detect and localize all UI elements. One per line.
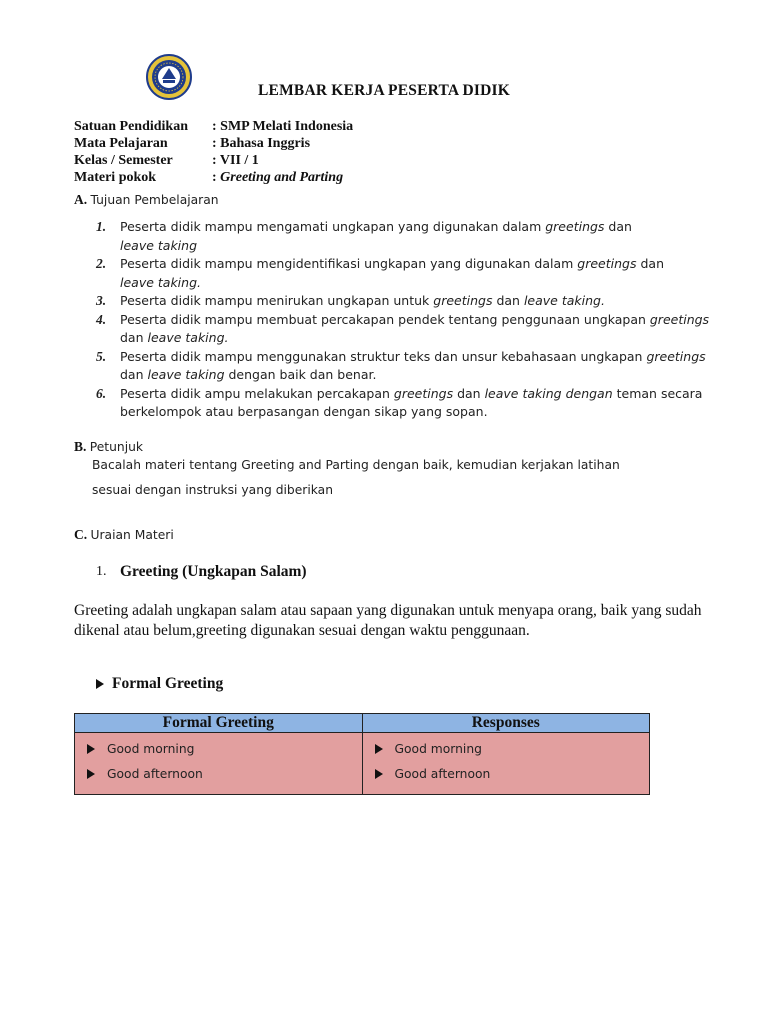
- text: dengan baik dan benar.: [224, 367, 377, 382]
- meta-row-school: [74, 118, 353, 135]
- section-c-heading: [74, 527, 174, 543]
- list-item: [96, 348, 716, 385]
- instruction-line: sesuai dengan instruksi yang diberikan: [92, 483, 334, 497]
- list-number: 4.: [96, 311, 107, 327]
- text: dan: [604, 219, 632, 234]
- arrow-bullet-icon: [87, 744, 95, 754]
- item-text: Good afternoon: [107, 767, 203, 781]
- text: Peserta didik mampu menggunakan struktur teks dan unsur kebahasaan ungkapan: [120, 348, 647, 364]
- text: dan: [636, 256, 664, 271]
- text: Peserta didik mampu menirukan ungkapan untuk: [120, 293, 434, 308]
- text: Peserta didik mampu mengamati ungkapan yang digunakan dalam: [120, 219, 546, 234]
- list-number: 2.: [96, 256, 107, 271]
- bullet-heading: [96, 675, 223, 693]
- meta-label: Materi pokok: [74, 170, 157, 185]
- objectives-list: [96, 218, 716, 422]
- list-item: [375, 737, 650, 762]
- item-text: Good morning: [394, 742, 482, 756]
- table-header: Formal Greeting: [75, 714, 363, 733]
- meta-label: Mata Pelajaran: [74, 136, 168, 151]
- section-title: Petunjuk: [89, 440, 144, 454]
- meta-row-class: [74, 152, 353, 169]
- arrow-bullet-icon: [87, 769, 95, 779]
- list-item: [96, 311, 716, 348]
- instruction-line: Bacalah materi tentang Greeting and Parting dengan baik, kemudian kerjakan latihan: [92, 458, 620, 472]
- text: Peserta didik ampu melakukan percakapan: [120, 385, 394, 401]
- document-meta: [74, 118, 353, 186]
- meta-value: : SMP Melati Indonesia: [212, 119, 354, 134]
- list-item: [96, 218, 716, 255]
- table-header: Responses: [362, 714, 650, 733]
- text: Peserta didik mampu membuat percakapan pendek tentang penggunaan ungkapan: [120, 311, 650, 327]
- section-letter: C.: [74, 527, 88, 542]
- table-cell: [362, 733, 650, 795]
- section-letter: B.: [74, 439, 87, 454]
- list-item: [87, 762, 362, 787]
- text-italic: greetings: [649, 311, 710, 327]
- text-italic: leave taking: [147, 367, 225, 382]
- meta-colon: :: [212, 170, 221, 185]
- table-row: [75, 733, 650, 795]
- table-header-row: [75, 714, 650, 733]
- text: dan: [492, 293, 524, 308]
- meta-label: Kelas / Semester: [74, 153, 173, 168]
- text: dan: [120, 367, 148, 382]
- meta-topic: Greeting and Parting: [220, 170, 344, 185]
- meta-value: [212, 169, 343, 186]
- list-item: [87, 737, 362, 762]
- section-letter: A.: [74, 192, 88, 207]
- item-text: Good morning: [107, 742, 195, 756]
- list-item: [96, 292, 716, 311]
- bullet-title: Formal Greeting: [112, 675, 224, 692]
- list-number: 3.: [96, 293, 107, 308]
- text-italic: greetings: [433, 293, 493, 308]
- list-item: [96, 385, 716, 422]
- list-number: 1.: [96, 219, 107, 234]
- text: dan: [453, 385, 485, 401]
- table-cell: [75, 733, 363, 795]
- greeting-paragraph: Greeting adalah ungkapan salam atau sapaan yang digunakan untuk menyapa orang, baik yang sudah dikenal atau belum,greeting digunakan sesuai dengan waktu penggunaan.: [74, 602, 702, 639]
- subsection-title: Greeting (Ungkapan Salam): [120, 563, 307, 580]
- page-title: LEMBAR KERJA PESERTA DIDIK: [258, 82, 510, 99]
- text-italic: leave taking.: [147, 330, 229, 345]
- meta-value: : Bahasa Inggris: [212, 136, 311, 151]
- text-italic: greetings: [393, 385, 454, 401]
- section-title: Tujuan Pembelajaran: [90, 193, 219, 207]
- meta-value: : VII / 1: [212, 153, 259, 168]
- subsection-number: 1.: [96, 564, 107, 579]
- section-b-heading: [74, 439, 143, 455]
- text: dan: [120, 330, 148, 345]
- text-italic: greetings: [545, 219, 605, 234]
- text-italic: leave taking dengan: [484, 385, 613, 401]
- arrow-bullet-icon: [375, 769, 383, 779]
- list-number: 6.: [96, 385, 107, 401]
- arrow-bullet-icon: [375, 744, 383, 754]
- meta-label: Satuan Pendidikan: [74, 119, 188, 134]
- meta-row-subject: [74, 135, 353, 152]
- text-italic: leave taking: [120, 237, 198, 253]
- list-item: [96, 255, 716, 292]
- list-number: 5.: [96, 348, 107, 364]
- list-item: [375, 762, 650, 787]
- text: berkelompok atau berpasangan dengan sikap yang sopan.: [120, 404, 488, 419]
- section-a-heading: [74, 192, 219, 208]
- arrow-bullet-icon: [96, 679, 104, 689]
- text: teman secara: [612, 385, 703, 401]
- text-italic: leave taking.: [120, 274, 201, 290]
- section-title: Uraian Materi: [90, 528, 174, 542]
- meta-row-topic: [74, 169, 353, 186]
- text-italic: greetings: [577, 256, 637, 271]
- item-text: Good afternoon: [394, 767, 491, 781]
- text-italic: greetings: [646, 348, 706, 364]
- text: Peserta didik mampu mengidentifikasi ungkapan yang digunakan dalam: [120, 256, 578, 271]
- text-italic: leave taking.: [523, 293, 605, 308]
- greeting-table: [74, 713, 650, 795]
